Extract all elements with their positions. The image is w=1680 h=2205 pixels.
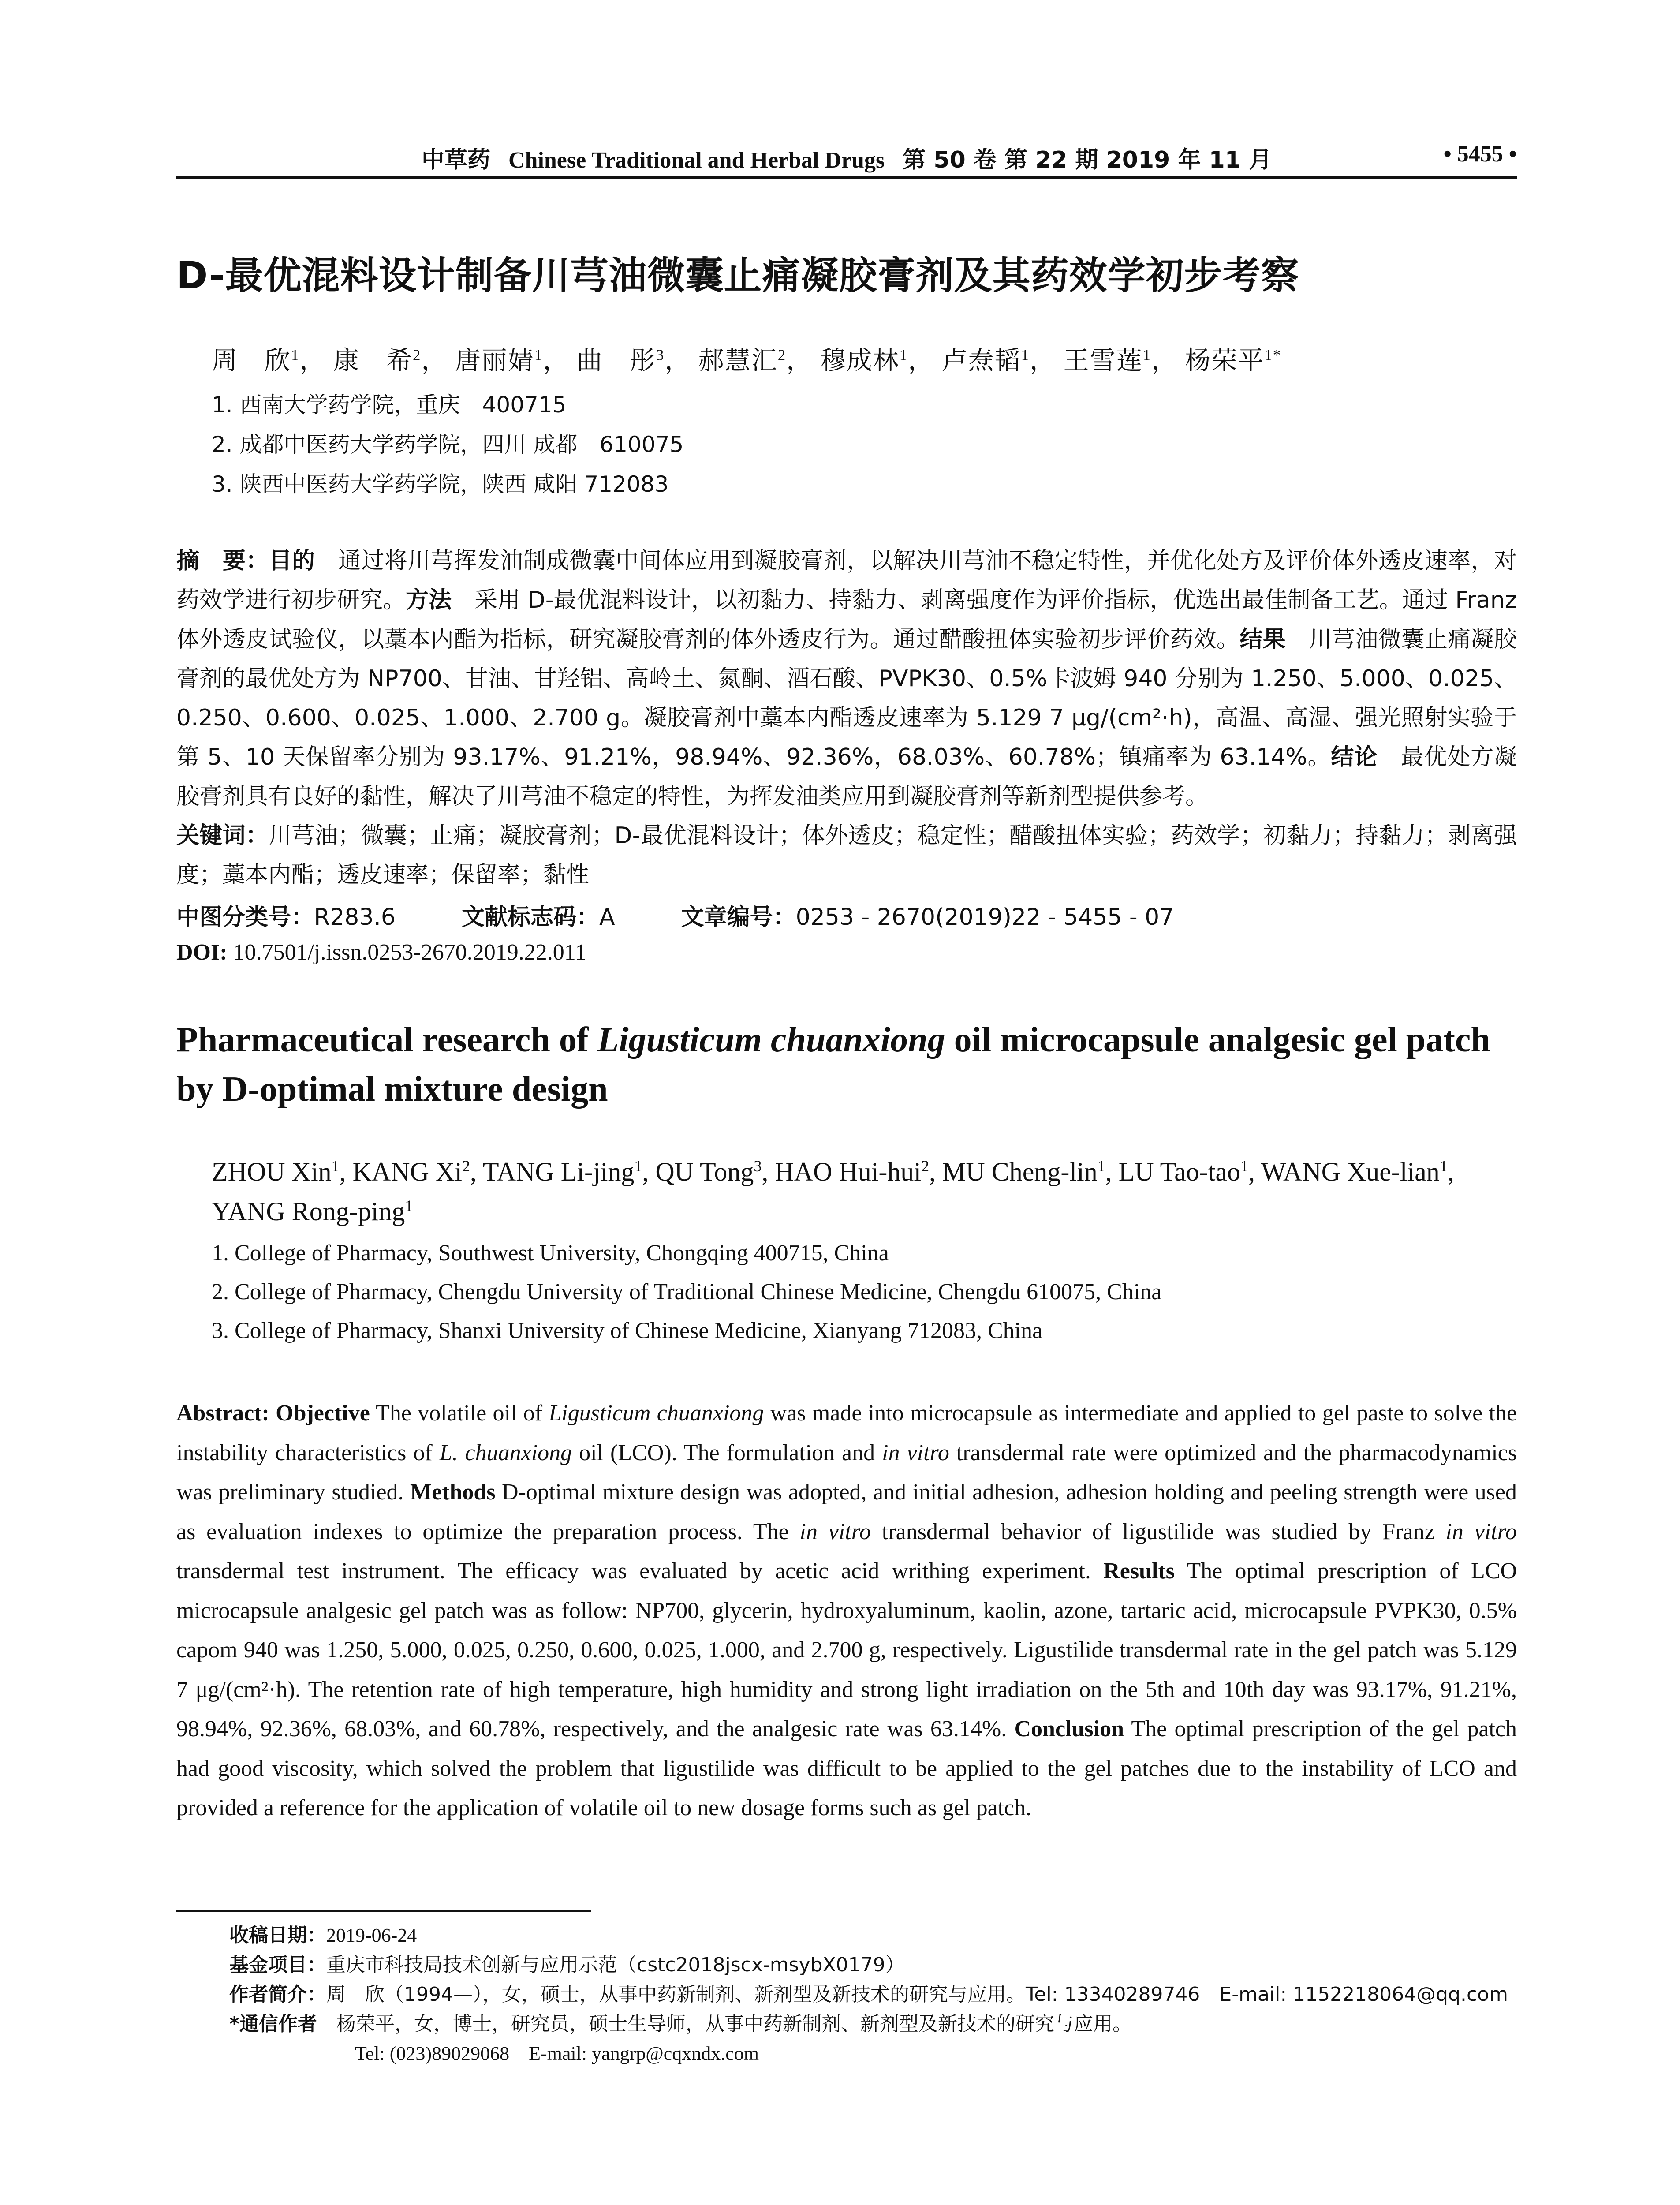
cn-author: 康 希$^2$ [333,346,422,375]
doi-label: DOI: [176,940,228,965]
cn-objective-label: 目的 [269,548,315,574]
footnote-rule [176,1910,591,1912]
issue-info: 第 50 卷 第 22 期 2019 年 11 月 [903,147,1272,173]
doi-value: 10.7501/j.issn.0253-2670.2019.22.011 [227,940,586,965]
cn-methods-label: 方法 [406,587,452,613]
en-objective-label: Objective [276,1401,370,1426]
cn-author: 卢焘韬$^1$ [941,346,1030,375]
cn-author: 穆成林$^1$ [820,346,908,375]
cn-methods-text: 采用 D-最优混料设计，以初黏力、持黏力、剥离强度作为评价指标，优选出最佳制备工艺。通过 Franz 体外透皮试验仪，以藁本内酯为指标，研究凝胶膏剂的体外透皮行为。通过醋酸扭体实验初步评价药效。 [176,587,1517,653]
cn-affiliation-1: 1. 西南大学药学院，重庆 400715 [212,392,567,418]
running-header-center [176,141,1517,174]
en-results-label: Results [1103,1558,1175,1584]
journal-cn-name: 中草药 [421,147,490,173]
cn-author: 杨荣平$^{1*}$ [1185,346,1282,375]
en-title: Pharmaceutical research of Ligusticum chuanxiong oil microcapsule analgesic gel patch by D-optimal mixture design [176,1020,1490,1109]
cn-authors: 周 欣$^1$， 康 希$^2$， 唐丽婧$^1$， 曲 彤$^3$， 郝慧汇$^2$， 穆成林$^1$， 卢焘韬$^1$， 王雪莲$^1$， 杨荣平$^{1*}$ [212,346,1282,375]
cn-author: 王雪莲$^1$ [1063,346,1151,375]
en-author: KANG Xi$^2$ [352,1157,470,1186]
cn-author: 郝慧汇$^2$ [698,346,787,375]
cn-keywords-label: 关键词： [176,822,269,849]
footnote-author-bio: 作者简介：周 欣（1994—），女，硕士，从事中药新制剂、新剂型及新技术的研究与应用。Tel: 13340289746 E-mail: 1152218064@qq.com [229,1983,1508,2006]
en-affiliation-2: 2. College of Pharmacy, Chengdu University of Traditional Chinese Medicine, Chengdu 610075, China [212,1279,1162,1304]
running-header [176,141,1517,181]
cn-results-text: 川芎油微囊止痛凝胶膏剂的最优处方为 NP700、甘油、甘羟铝、高岭土、氮酮、酒石酸、PVPK30、0.5%卡波姆 940 分别为 1.250、5.000、0.025、0.250、0.600、0.025、1.000、2.700 g。凝胶膏剂中藁本内酯透皮速率为 5.129 7 μg/(cm²·h)，高温、高湿、强光照射实验于第 5、10 天保留率分别为 93.17%、91.21%，98.94%、92.36%，68.03%、60.78%；镇痛率为 63.14%。 [176,626,1517,770]
cn-results-label: 结果 [1239,626,1286,653]
en-conclusion-text: The optimal prescription of the gel patch had good viscosity, which solved the problem that ligustilide was difficult to be applied to the gel patches due to the instability of LCO and provided a reference for the application of volatile oil to new dosage forms such as gel patch. [176,1716,1517,1820]
article-no-value: 0253 - 2670(2019)22 - 5455 - 07 [795,904,1174,931]
doi-line [176,939,1517,965]
en-results-text: The optimal prescription of LCO microcapsule analgesic gel patch was as follow: NP700, glycerin, hydroxyaluminum, kaolin, azone, tartaric acid, microcapsule PVPK30, 0.5% capom 940 was 1.250, 5.000, 0.025, 0.250, 0.600, 0.025, 1.000, and 2.700 g, respectively. Ligustilide transdermal rate in the gel patch was 5.129 7 μg/(cm²·h). The retention rate of high temperature, high humidity and strong light irradiation on the 5th and 10th day was 93.17%, 91.21%, 98.94%, 92.36%, 68.03%, and 60.78%, respectively, and the analgesic rate was 63.14%. [176,1558,1517,1742]
en-author: YANG Rong-ping$^1$ [212,1197,413,1226]
en-affiliation-3: 3. College of Pharmacy, Shanxi University of Chinese Medicine, Xianyang 712083, China [212,1318,1043,1343]
en-conclusion-label: Conclusion [1014,1716,1124,1742]
cn-affiliation-3: 3. 陕西中医药大学药学院，陕西 咸阳 712083 [212,471,669,497]
en-methods-label: Methods [410,1480,496,1505]
cn-author: 周 欣$^1$ [212,346,300,375]
en-author: ZHOU Xin$^1$ [212,1157,340,1186]
cn-abstract-label: 摘 要： [176,548,269,574]
doc-code-label: 文献标志码： [462,904,600,931]
cn-objective-text: 通过将川芎挥发油制成微囊中间体应用到凝胶膏剂，以解决川芎油不稳定特性，并优化处方及评价体外透皮速率，对药效学进行初步研究。 [176,548,1517,613]
cn-abstract [176,542,1517,895]
cn-author: 曲 彤$^3$ [576,346,665,375]
article-no-label: 文章编号： [681,904,796,931]
en-author: QU Tong$^3$ [655,1157,762,1186]
cn-classification-line [176,898,1517,931]
footnote-corresponding: *通信作者 杨荣平，女，博士，研究员，硕士生导师，从事中药新制剂、新剂型及新技术的研究与应用。 [229,2013,1132,2035]
journal-en-name: Chinese Traditional and Herbal Drugs [508,148,885,173]
cn-keywords-text: 川芎油；微囊；止痛；凝胶膏剂；D-最优混料设计；体外透皮；稳定性；醋酸扭体实验；药效学；初黏力；持黏力；剥离强度；藁本内酯；透皮速率；保留率；黏性 [176,822,1517,888]
en-authors: ZHOU Xin$^1$, KANG Xi$^2$, TANG Li-jing$^1$, QU Tong$^3$, HAO Hui-hui$^2$, MU Cheng-lin$^1$, LU Tao-tao$^1$, WANG Xue-lian$^1$, YANG Rong-ping$^1$ [212,1157,1454,1226]
clc-value: R283.6 [314,904,396,931]
cn-title: D-最优混料设计制备川芎油微囊止痛凝胶膏剂及其药效学初步考察 [176,254,1299,298]
en-author: LU Tao-tao$^1$ [1118,1157,1248,1186]
footnote-corresponding-contact: Tel: (023)89029068 E-mail: yangrp@cqxndx.com [355,2043,759,2064]
en-author: HAO Hui-hui$^2$ [775,1157,930,1186]
en-author: MU Cheng-lin$^1$ [942,1157,1105,1186]
cn-affiliation-2: 2. 成都中医药大学药学院，四川 成都 610075 [212,432,684,457]
cn-conclusion-text: 最优处方凝胶膏剂具有良好的黏性，解决了川芎油不稳定的特性，为挥发油类应用到凝胶膏剂等新剂型提供参考。 [176,744,1517,810]
en-abstract: Abstract: Objective The volatile oil of Ligusticum chuanxiong was made into microcapsule as intermediate and applied to gel paste to solve the instability characteristics of L. chuanxiong oil (LCO). The formulation and in vitro transdermal rate were optimized and the pharmacodynamics was preliminary studied. Methods D-optimal mixture design was adopted, and initial adhesion, adhesion holding and peeling strength were used as evaluation indexes to optimize the preparation process. The in vitro transdermal behavior of ligustilide was studied by Franz in vitro transdermal test instrument. The efficacy was evaluated by acetic acid writhing experiment. Results The optimal prescription of LCO microcapsule analgesic gel patch was as follow: NP700, glycerin, hydroxyaluminum, kaolin, azone, tartaric acid, microcapsule PVPK30, 0.5% capom 940 was 1.250, 5.000, 0.025, 0.250, 0.600, 0.025, 1.000, and 2.700 g, respectively. Ligustilide transdermal rate in the gel patch was 5.129 7 μg/(cm²·h). The retention rate of high temperature, high humidity and strong light irradiation on the 5th and 10th day was 93.17%, 91.21%, 98.94%, 92.36%, 68.03%, and 60.78%, respectively, and the analgesic rate was 63.14%. Conclusion The optimal prescription of the gel patch had good viscosity, which solved the problem that ligustilide was difficult to be applied to the gel patches due to the instability of LCO and provided a reference for the application of volatile oil to new dosage forms such as gel patch. [176,1401,1517,1820]
en-author: WANG Xue-lian$^1$ [1261,1157,1448,1186]
cn-conclusion-label: 结论 [1331,744,1378,770]
en-author: TANG Li-jing$^1$ [482,1157,642,1186]
footnotes [229,1921,1517,2068]
footnote-fund: 基金项目：重庆市科技局技术创新与应用示范（cstc2018jscx-msybX0179） [229,1954,905,1976]
en-abstract-label: Abstract: [176,1401,276,1426]
cn-author: 唐丽婧$^1$ [455,346,543,375]
en-affiliation-1: 1. College of Pharmacy, Southwest University, Chongqing 400715, China [212,1241,889,1266]
doc-code-value: A [599,904,615,931]
page-number: • 5455 • [1443,142,1517,167]
clc-label: 中图分类号： [176,904,314,931]
header-rule [176,176,1517,179]
footnote-received: 收稿日期：2019-06-24 [229,1924,417,1947]
